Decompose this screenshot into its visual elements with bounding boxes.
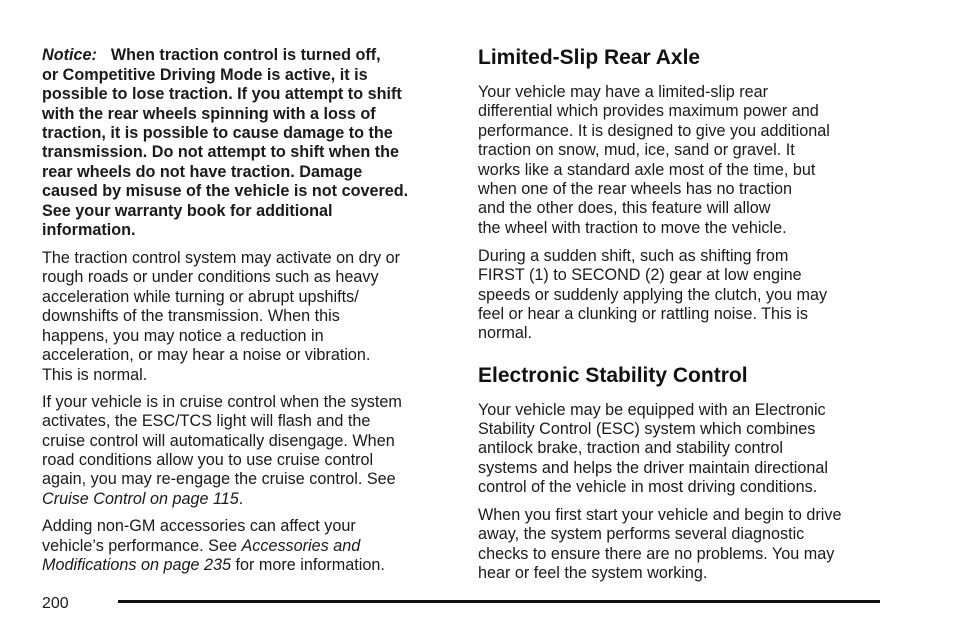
notice-line: traction, it is possible to cause damage to the <box>42 124 393 142</box>
notice-line: See your warranty book for additional <box>42 202 333 220</box>
cruise-paragraph-line: cruise control will automatically disengage. When <box>42 432 395 450</box>
traction-paragraph-line: This is normal. <box>42 366 148 384</box>
esc-paragraph-line: antilock brake, traction and stability control <box>478 439 784 457</box>
page-number: 200 <box>42 595 69 612</box>
notice-line: or Competitive Driving Mode is active, it is <box>42 66 368 84</box>
limited-slip-paragraph-line: works like a standard axle most of the time, but <box>478 161 816 179</box>
esc-paragraph-line: Your vehicle may be equipped with an Electronic <box>478 401 826 419</box>
startup-paragraph-line: When you first start your vehicle and begin to drive <box>478 506 842 524</box>
sudden-shift-paragraph-line: FIRST (1) to SECOND (2) gear at low engine <box>478 266 802 284</box>
esc-paragraph-line: control of the vehicle in most driving conditions. <box>478 478 818 496</box>
traction-paragraph-line: rough roads or under conditions such as heavy <box>42 268 379 286</box>
sudden-shift-paragraph-line: During a sudden shift, such as shifting from <box>478 247 789 265</box>
limited-slip-paragraph-line: traction on snow, mud, ice, sand or gravel. It <box>478 141 795 159</box>
accessories-link[interactable]: Accessories and <box>241 537 361 555</box>
notice-line: Notice: When traction control is turned off, <box>42 46 381 64</box>
sudden-shift-paragraph-line: speeds or suddenly applying the clutch, you may <box>478 286 828 304</box>
cruise-paragraph-line: Cruise Control on page 115. <box>42 490 244 508</box>
traction-paragraph-line: happens, you may notice a reduction in <box>42 327 324 345</box>
notice-line: rear wheels do not have traction. Damage <box>42 163 363 181</box>
limited-slip-paragraph-line: the wheel with traction to move the vehicle. <box>478 219 787 237</box>
limited-slip-heading: Limited-Slip Rear Axle <box>478 46 701 69</box>
startup-paragraph-line: away, the system performs several diagnostic <box>478 525 805 543</box>
notice-line: transmission. Do not attempt to shift when the <box>42 143 400 161</box>
accessories-paragraph-line: Modifications on page 235 for more information. <box>42 556 385 574</box>
limited-slip-paragraph-line: differential which provides maximum power and <box>478 102 819 120</box>
startup-paragraph-line: hear or feel the system working. <box>478 564 708 582</box>
accessories-paragraph-line: Adding non-GM accessories can affect your <box>42 517 356 535</box>
notice-line: with the rear wheels spinning with a loss of <box>42 105 376 123</box>
traction-paragraph-line: acceleration, or may hear a noise or vibration. <box>42 346 371 364</box>
limited-slip-paragraph-line: and the other does, this feature will allow <box>478 199 771 217</box>
notice-line: possible to lose traction. If you attempt to shift <box>42 85 402 103</box>
traction-paragraph-line: The traction control system may activate on dry or <box>42 249 401 267</box>
limited-slip-paragraph-line: performance. It is designed to give you additional <box>478 122 830 140</box>
esc-paragraph-line: Stability Control (ESC) system which combines <box>478 420 816 438</box>
esc-heading: Electronic Stability Control <box>478 364 748 387</box>
notice-label: Notice: <box>42 46 97 64</box>
notice-line: information. <box>42 221 136 239</box>
sudden-shift-paragraph-line: normal. <box>478 324 532 342</box>
limited-slip-paragraph-line: when one of the rear wheels has no traction <box>478 180 793 198</box>
startup-paragraph-line: checks to ensure there are no problems. You may <box>478 545 835 563</box>
traction-paragraph-line: downshifts of the transmission. When this <box>42 307 340 325</box>
accessories-link[interactable]: Modifications on page 235 <box>42 556 231 574</box>
notice-line: caused by misuse of the vehicle is not covered. <box>42 182 409 200</box>
limited-slip-paragraph-line: Your vehicle may have a limited-slip rear <box>478 83 769 101</box>
cruise-paragraph-line: activates, the ESC/TCS light will flash and the <box>42 412 371 430</box>
cruise-control-link[interactable]: Cruise Control on page 115 <box>42 490 239 508</box>
cruise-paragraph-line: road conditions allow you to use cruise control <box>42 451 374 469</box>
footer-rule <box>118 600 880 603</box>
sudden-shift-paragraph-line: feel or hear a clunking or rattling noise. This is <box>478 305 808 323</box>
esc-paragraph-line: systems and helps the driver maintain directional <box>478 459 828 477</box>
cruise-paragraph-line: If your vehicle is in cruise control when the system <box>42 393 402 411</box>
traction-paragraph-line: acceleration while turning or abrupt upshifts/ <box>42 288 359 306</box>
cruise-paragraph-line: again, you may re-engage the cruise control. See <box>42 470 396 488</box>
accessories-paragraph-line: vehicle’s performance. See Accessories and <box>42 537 361 555</box>
